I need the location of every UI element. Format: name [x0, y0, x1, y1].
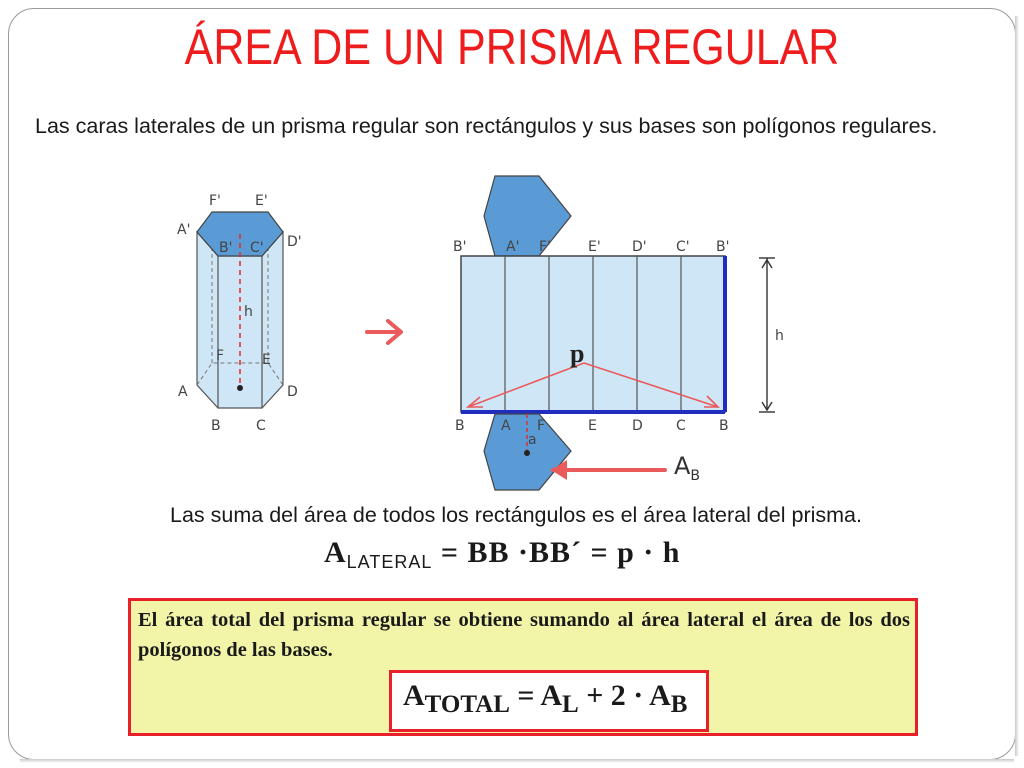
total-a: A [403, 679, 425, 712]
net-label-top-e: E' [588, 239, 601, 255]
formula-a: A [324, 536, 347, 569]
net-label-bottom-a: A [501, 418, 511, 434]
label-a-prime: A' [177, 222, 191, 238]
net-label-base-area-sub: B [690, 468, 701, 484]
net-label-top-a: A' [506, 239, 520, 255]
label-c-prime: C' [250, 240, 264, 256]
total-area-formula [403, 679, 687, 719]
total-sub: TOTAL [424, 691, 510, 718]
net-top-hexagon [484, 176, 571, 256]
total-sub-l: L [562, 691, 579, 718]
label-b-prime: B' [219, 240, 233, 256]
label-b: B [211, 418, 221, 434]
total-rest: + 2 · A [578, 679, 671, 712]
label-e-prime: E' [255, 193, 268, 209]
net-label-bottom-b1: B [455, 418, 465, 434]
transform-arrow [367, 321, 401, 343]
summary-text: El área total del prisma regular se obtiene sumando al área lateral el área de los dos polígonos de las bases. [138, 609, 910, 661]
net-label-top-d: D' [632, 239, 647, 255]
net-base-center [524, 450, 530, 456]
label-f-prime: F' [209, 193, 221, 209]
net-label-base-area-a: A [674, 452, 691, 480]
net-label-bottom-e: E [588, 418, 597, 434]
net-label-bottom-f: F [537, 418, 546, 434]
net-label-bottom-b2: B [719, 418, 729, 434]
label-a: A [178, 384, 188, 400]
net-label-base-area [674, 452, 700, 484]
slide-title: ÁREA DE UN PRISMA REGULAR [184, 19, 840, 75]
label-f: F [216, 348, 225, 364]
label-d: D [287, 384, 298, 400]
label-c: C [256, 418, 266, 434]
net-label-top-c: C' [676, 239, 690, 255]
net-label-bottom-d: D [632, 418, 643, 434]
net-label-bottom-c: C [676, 418, 686, 434]
net-label-top-b2: B' [716, 239, 730, 255]
label-d-prime: D' [287, 234, 302, 250]
total-mid: = A [509, 679, 562, 712]
prism-center-point [237, 385, 243, 391]
total-sub-b: B [670, 691, 688, 718]
net-label-apothem: a [528, 432, 537, 448]
net-label-top-b1: B' [453, 239, 467, 255]
prism-net [453, 176, 784, 490]
label-height: h [244, 304, 253, 320]
label-e: E [262, 352, 271, 368]
lateral-area-formula [324, 536, 680, 573]
net-label-height: h [775, 328, 784, 344]
formula-sub-lateral: LATERAL [346, 552, 433, 572]
sum-caption: Las suma del área de todos los rectángulos es el área lateral del prisma. [170, 503, 862, 527]
prism-3d [177, 193, 302, 434]
intro-paragraph: Las caras laterales de un prisma regular son rectángulos y sus bases son polígonos regulares. [35, 114, 938, 138]
formula-rest: = BB ·BB´ = p · h [432, 536, 681, 569]
net-label-perimeter: p [570, 339, 585, 368]
net-label-top-f: F' [539, 239, 551, 255]
